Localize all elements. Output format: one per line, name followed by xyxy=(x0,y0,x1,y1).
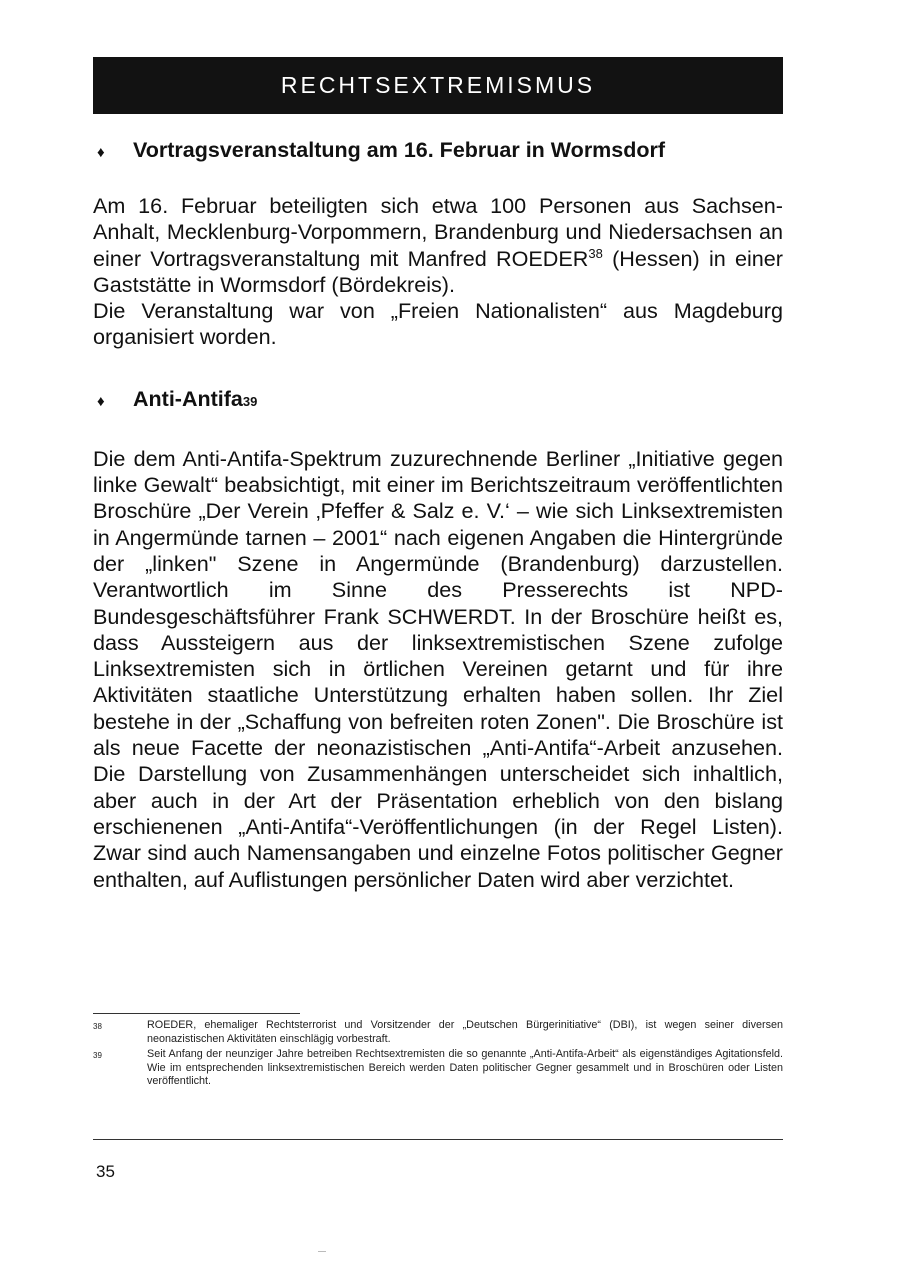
heading-text: Vortragsveranstaltung am 16. Februar in Wormsdorf xyxy=(133,138,666,162)
paragraph xyxy=(93,193,783,298)
heading-text: Anti-Antifa xyxy=(133,386,243,411)
paragraph-text: (Hessen) in einer Gaststätte in Wormsdorf (Bördekreis). xyxy=(93,245,783,297)
page-number: 35 xyxy=(96,1162,115,1181)
footnote-divider xyxy=(93,1013,300,1014)
footnote-38 xyxy=(93,1019,783,1046)
section-heading-vortrag xyxy=(97,138,783,163)
paragraph-text: Am 16. Februar beteiligten sich etwa 100 Personen aus Sachsen-Anhalt, Mecklenburg-Vorpommern, Brandenburg und Niedersachsen an einer Vortragsveranstaltung mit Manfred ROEDER xyxy=(93,193,783,271)
footnote-number: 39 xyxy=(93,1051,102,1060)
header-title: RECHTSEXTREMISMUS xyxy=(280,72,596,98)
footnote-ref-38[interactable]: 38 xyxy=(588,245,603,261)
diamond-bullet-icon: ♦ xyxy=(97,144,105,161)
footnote-number: 38 xyxy=(93,1022,102,1031)
section-heading-anti-antifa: ♦ Anti-Antifa 39 xyxy=(97,386,258,411)
paragraph: Die dem Anti-Antifa-Spektrum zuzurechnende Berliner „Initiative gegen linke Gewalt“ beabsichtigt, mit einer im Berichtszeitraum veröffentlichten Broschüre „Der Verein ‚Pfeffer & Salz e. V.‘ – wie sich Linksextremisten in Angermünde tarnen – 2001“ nach eigenen Angaben die Hintergründe der „linken" Szene in Angermünde (Brandenburg) darzustellen. Verantwortlich im Sinne des Presserechts ist NPD-Bundesgeschäftsführer Frank SCHWERDT. In der Broschüre heißt es, dass Aussteigern aus der linksextremistischen Szene zufolge Linksextremisten sich in örtlichen Vereinen getarnt und für ihre Aktivitäten staatliche Unterstützung erhalten haben sollen. Ihr Ziel bestehe in der „Schaffung von befreiten roten Zonen". Die Broschüre ist als neue Facette der neonazistischen „Anti-Antifa“-Arbeit anzusehen. Die Darstellung von Zusammenhängen unterscheidet sich inhaltlich, aber auch in der Art der Präsentation erheblich von den bislang erschienenen „Anti-Antifa“-Veröffentlichungen (in der Regel Listen). Zwar sind auch Namensangaben und einzelne Fotos politischer Gegner enthalten, auf Auflistungen persönlicher Daten wird aber verzichtet. xyxy=(93,445,783,892)
footnotes xyxy=(93,1019,783,1091)
section-header-bar xyxy=(93,57,783,114)
footnote-text: Seit Anfang der neunziger Jahre betreiben Rechtsextremisten die so genannte „Anti-Antifa-Arbeit“ als eigenständiges Agitationsfeld. Wie im entsprechenden linksextremistischen Bereich werden Daten politischer Gegner gesammelt und in Broschüren oder Listen veröffentlicht. xyxy=(147,1048,783,1087)
page-bottom-divider xyxy=(93,1139,783,1140)
scan-artifact xyxy=(318,1251,326,1252)
document-page xyxy=(93,57,783,893)
diamond-bullet-icon: ♦ xyxy=(97,392,105,410)
paragraph: Die Veranstaltung war von „Freien Nationalisten“ aus Magdeburg organisiert worden. xyxy=(93,298,783,350)
footnote-39 xyxy=(93,1048,783,1089)
footnote-text: ROEDER, ehemaliger Rechtsterrorist und Vorsitzender der „Deutschen Bürgerinitiative“ (DBI), ist wegen seiner diversen neonazistischen Aktivitäten einschlägig vorbestraft. xyxy=(147,1019,783,1045)
